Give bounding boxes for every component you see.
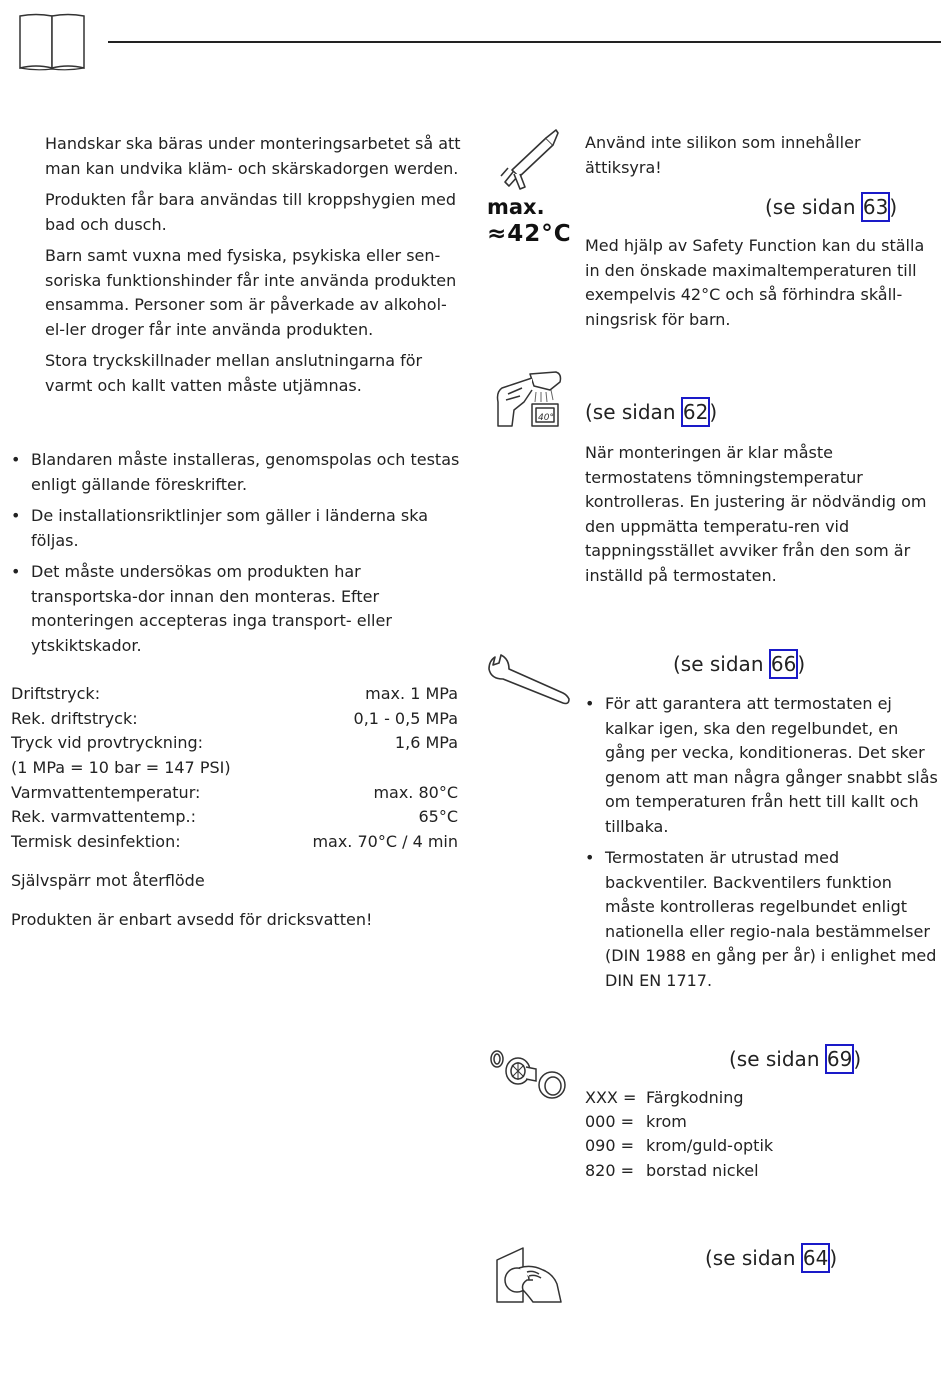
max-label: max. (487, 195, 545, 219)
see-page-ref (585, 398, 717, 426)
spec-label: Termisk desinfektion: (11, 832, 181, 852)
spec-value: max. 80°C (373, 782, 458, 802)
silicone-gun-icon (498, 130, 560, 190)
table-row (11, 756, 458, 781)
shower-thermometer-icon (494, 368, 564, 428)
see-page-ref (729, 1045, 861, 1073)
page-link-64[interactable]: 64 (802, 1246, 829, 1270)
header-rule (108, 41, 941, 43)
safety-paragraph: Produkten får bara användas till kroppshygien med bad och dusch. (45, 190, 457, 234)
list-item: • För att garantera att termostaten ej kalkar igen, ska den regelbundet, en gång per vecka, konditioneras. Det sker genom att man några gånger snabbt slås om temperaturen från hett till kallt och tillbaka. (585, 692, 943, 839)
spec-label: Rek. driftstryck: (11, 708, 138, 728)
list-item: • Det måste undersökas om produkten har transportska-dor innan den monteras. Efter monteringen accepteras inga transport- eller ytskiktskador. (11, 560, 466, 658)
see-page-text: (se sidan (729, 1047, 826, 1071)
list-item (585, 1086, 773, 1110)
code-label: krom/guld-optik (646, 1136, 774, 1156)
see-page-close: ) (709, 400, 718, 424)
table-row (11, 805, 458, 830)
page-link-62[interactable]: 62 (682, 400, 709, 424)
see-page-ref (705, 1244, 837, 1272)
see-page-text: (se sidan (673, 652, 770, 676)
spec-value: 1,6 MPa (394, 733, 458, 753)
safety-paragraph: Barn samt vuxna med fysiska, psykiska eller sen-soriska funktionshinder får inte använda produkten ensamma. Personer som är påverkade av alkohol- el-ler droger får inte använda produkten. (45, 246, 457, 339)
see-page-ref (673, 650, 805, 678)
spec-label: Varmvattentemperatur: (11, 782, 201, 802)
table-row (11, 830, 458, 855)
maintenance-list (585, 692, 943, 1000)
see-page-ref (765, 193, 897, 221)
spec-value: max. 1 MPa (365, 684, 458, 703)
see-page-text: (se sidan (705, 1246, 802, 1270)
code-label: Färgkodning (646, 1088, 744, 1107)
see-page-close: ) (829, 1246, 838, 1270)
list-item (585, 1159, 773, 1183)
wrench-icon (487, 653, 571, 707)
list-item: • De installationsriktlinjer som gäller i länderna ska följas. (11, 504, 466, 553)
spec-value: 0,1 - 0,5 MPa (353, 708, 458, 728)
backflow-note: Självspärr mot återflöde (11, 871, 205, 890)
table-row (11, 707, 458, 732)
code: XXX = (585, 1088, 637, 1107)
installation-list (11, 448, 466, 665)
table-row (11, 682, 458, 707)
safety-paragraph: Handskar ska bäras under monteringsarbetet så att man kan undvika kläm- och skärskadorgen werden. (45, 134, 461, 178)
code-label: borstad nickel (646, 1160, 759, 1180)
spec-label: (1 MPa = 10 bar = 147 PSI) (11, 758, 231, 778)
list-item: • Termostaten är utrustad med backventiler. Backventilers funktion måste kontrolleras regelbundet enligt nationella eller regio-nala bestämmelser (DIN 1988 en gång per år) i enlighet med DIN EN 1717. (585, 846, 943, 993)
safety-paragraph: Stora tryckskillnader mellan anslutningarna för varmt och kallt vatten måste utjämnas. (45, 351, 423, 395)
list-item (585, 1134, 773, 1158)
see-page-close: ) (853, 1047, 862, 1071)
table-row (11, 731, 458, 756)
spec-label: Tryck vid provtryckning: (11, 733, 204, 753)
thermometer-reading: 40° (538, 413, 554, 423)
see-page-close: ) (797, 652, 806, 676)
see-page-text: (se sidan (585, 400, 682, 424)
code: 820 = (585, 1160, 635, 1180)
calibration-text: När monteringen är klar måste termostatens tömningstemperatur kontrolleras. En justering är nödvändig om den uppmätta temperatu-ren vid tappningsstället avviker från den som är inställd på termostaten. (585, 443, 927, 585)
see-page-close: ) (889, 195, 898, 219)
drinking-water-note: Produkten är enbart avsedd för dricksvatten! (11, 910, 373, 929)
spec-label: Driftstryck: (11, 684, 101, 703)
list-item: • Blandaren måste installeras, genomspolas och testas enligt gällande föreskrifter. (11, 448, 466, 497)
code: 090 = (585, 1136, 635, 1156)
technical-data-table (11, 682, 458, 855)
page-link-66[interactable]: 66 (770, 652, 797, 676)
list-item (585, 1110, 773, 1134)
see-page-text: (se sidan (765, 195, 862, 219)
code: 000 = (585, 1112, 635, 1132)
spec-value: max. 70°C / 4 min (312, 832, 458, 852)
table-row (11, 781, 458, 806)
safety-function-text: Med hjälp av Safety Function kan du ställa in den önskade maximaltemperaturen till exempelvis 42°C och så förhindra skåll-ningsrisk för barn. (585, 236, 925, 329)
open-book-icon (18, 12, 88, 72)
silicone-warning: Använd inte silikon som innehåller ättiksyra! (585, 133, 861, 177)
spare-parts-icon (488, 1047, 570, 1099)
page-link-69[interactable]: 69 (826, 1047, 853, 1071)
temp-42-label: ≈42°C (487, 221, 572, 247)
spec-label: Rek. varmvattentemp.: (11, 807, 196, 827)
spec-value: 65°C (418, 807, 458, 827)
color-code-list (585, 1086, 773, 1183)
code-label: krom (646, 1112, 687, 1132)
hand-knob-icon (493, 1246, 565, 1304)
page-link-63[interactable]: 63 (862, 195, 889, 219)
